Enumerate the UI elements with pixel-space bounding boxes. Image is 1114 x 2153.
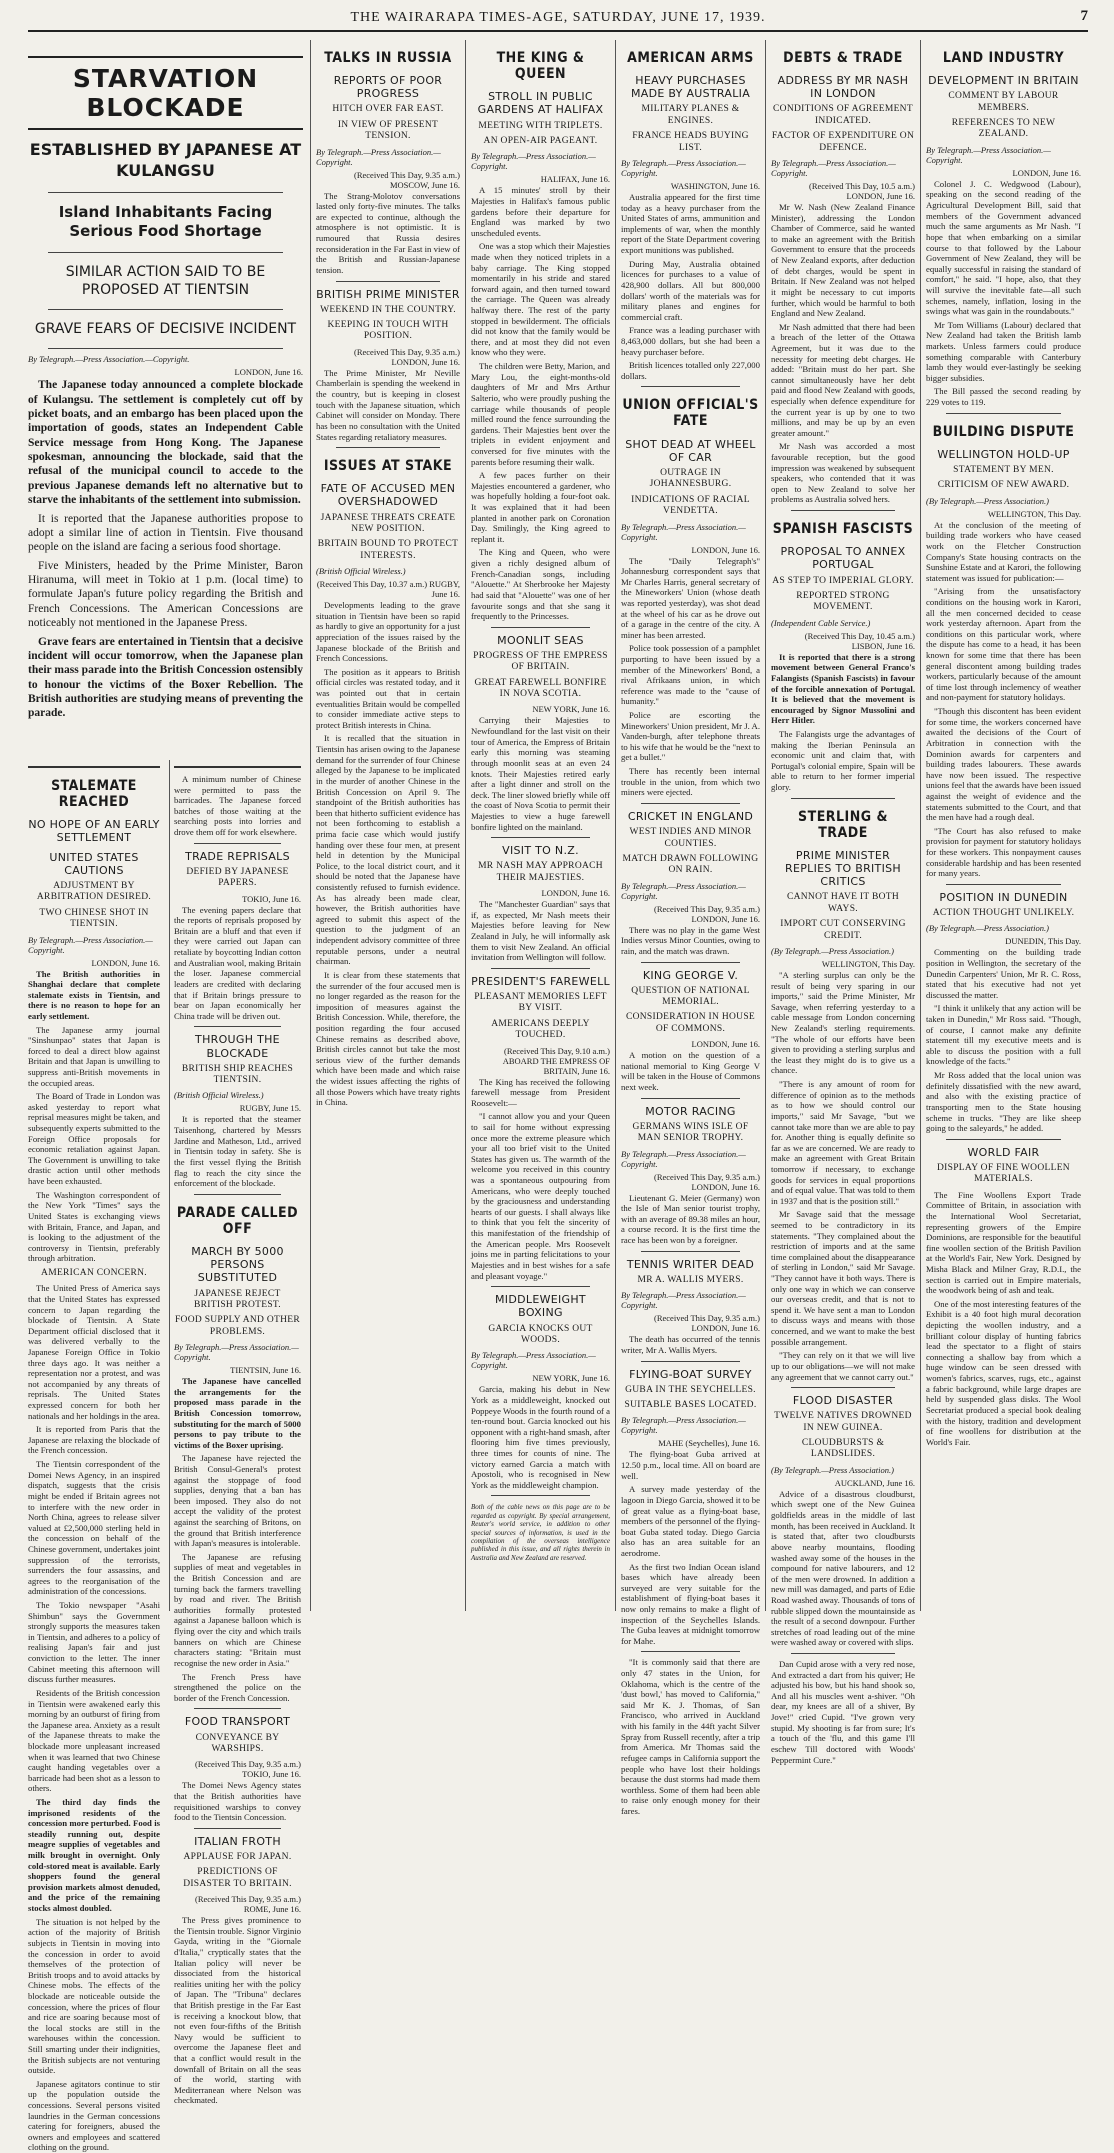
byline: By Telegraph.—Press Association.—Copyright. xyxy=(621,880,746,901)
subheadline: FOOD SUPPLY AND OTHER PROBLEMS. xyxy=(174,1315,301,1337)
byline: By Telegraph.—Press Association.—Copyright. xyxy=(621,1148,746,1169)
subheadline: COMMENT BY LABOUR MEMBERS. xyxy=(948,91,1059,113)
paragraph: Mr Savage said that the message seemed to be contradictory in its statements. "They complained about the restriction of imports and at the same time complained about the disappearance of sterling in London," said Mr Savage. "They cannot have it both ways. There is only one way in which we can conserve our overseas credit, and that is not to spend it. We have sent a man to London to discuss ways and means with those concerned, and we want to make the best possible arrangement. xyxy=(771,1209,915,1347)
paragraph: The Japanese army journal "Sinshunpao" states that Japan is forced to deal a direct blow against Britain and that Japan is unwilling to suppress anti-British movements in the occupied areas. xyxy=(28,1024,160,1088)
byline: By Telegraph.—Press Association.—Copyright. xyxy=(621,158,746,179)
subheadline: HITCH OVER FAR EAST. xyxy=(332,104,444,115)
paragraph: The French Press have strengthened the police on the border of the French Concession. xyxy=(174,1671,301,1703)
subheadline: WEST INDIES AND MINOR COUNTIES. xyxy=(629,827,752,849)
paragraph: The death has occurred of the tennis writer, Mr A. Wallis Myers. xyxy=(621,1334,760,1355)
paragraph: The Fine Woollens Export Trade Committee of Britain, in association with the International Wool Secretariat, representing growers of the Empire Dominions, are responsible for the beautiful fine woollen section of the British Pavilion at the World's Fair, New York. Designed by Misha Black and Milner Gray, R.D.I., the section is carried out in Empire materials, the woodwork being of ash and teak. xyxy=(926,1189,1081,1296)
paragraph: Developments leading to the grave situation in Tientsin have been so rapid as hardly to give an opportunity for a just appreciation of the issues raised by the Japanese blockade of the British and French Concessions. xyxy=(316,600,460,664)
subheadline: PROPOSAL TO ANNEX PORTUGAL xyxy=(780,545,906,572)
dateline: DUNEDIN, This Day. xyxy=(1005,936,1081,947)
byline: (By Telegraph.—Press Association.) xyxy=(771,1464,894,1475)
paragraph: "Though this discontent has been evident for some time, the workers concerned have awaited the decisions of the Court of Arbitration in connection with the Dominion awards for carpenters and building trades labourers. These awards have now been issued. The respective unions feel that the awards have been issued against the weight of evidence and the statements submitted to the Court, and that the men have had a rough deal. xyxy=(926,706,1081,823)
subheadline: CANNOT HAVE IT BOTH WAYS. xyxy=(786,892,900,914)
paragraph: Australia appeared for the first time today as a heavy purchaser from the United States of arms, ammunition and implements of war, when the monthly report of the State Department covering export munitions was published. xyxy=(621,192,760,256)
paragraph: "They can rely on it that we will live up to our obligations—we will not make any agreement that we cannot carry out." xyxy=(771,1350,915,1382)
paragraph: The evening papers declare that the reports of reprisals proposed by Britain are a bluff and that even if they were carried out Japan can retaliate by boycotting Indian cotton and Australian wool, making Britain the loser. Japanese commercial leaders are credited with declaring that if Britain brings pressure to bear on Japan economically her China trade will be driven out. xyxy=(174,904,301,1021)
page-number: 7 xyxy=(1080,8,1088,24)
paragraph: "There is any amount of room for difference of opinion as to the methods as to how we should control our imports," said Mr Savage, "but we cannot take more than we are able to pay for. Another thing is equally definite so far as we are concerned. We are ready to make an agreement with Great Britain tomorrow if necessary, to exchange goods for services in equal proportions and of equal value. That was told to them in 1937 and that is the position still." xyxy=(771,1079,915,1206)
subheadline: JAPANESE THREATS CREATE NEW POSITION. xyxy=(320,512,456,534)
byline: (British Official Wireless.) xyxy=(174,1090,264,1101)
headline: STERLING & TRADE xyxy=(798,808,888,841)
paragraph: One of the most interesting features of the Exhibit is a 40 foot high mural decoration depicting the woollen industry, and a brilliant colour display of hunting fabrics lead the spectator to a flight of stairs connecting a shallow bay from which a huge window can be seen dressed with women's fabrics, scarves, rugs, etc., against a fabric background, while large drapes are held by suspended glass disks. The Wool Secretariat produced a special book dealing with the history, tradition and development of fine woollens for distribution at the World's Fair. xyxy=(926,1298,1081,1447)
paragraph: The Falangists urge the advantages of making the Iberian Peninsula an economic unit and claim that, with Portugal's colonial empire, Spain will be able to return to her former imperial glory. xyxy=(771,729,915,793)
dateline: LONDON, June 16. xyxy=(1012,167,1081,178)
dateline: WELLINGTON, This Day. xyxy=(821,958,915,969)
paragraph: Mr W. Nash (New Zealand Finance Minister), addressing the London Chamber of Commerce, said he wanted to make an agreement with the British Government to ensure that the proceeds of New Zealand exports, after deduction of debt charges, would be spent in Britain. If New Zealand was not helped it might be necessary to cut imports further, which would be harmful to both England and New Zealand. xyxy=(771,202,915,319)
subheadline: GERMANS WINS ISLE OF MAN SENIOR TROPHY. xyxy=(632,1121,749,1144)
subheadline: MR NASH MAY APPROACH THEIR MAJESTIES. xyxy=(478,861,603,883)
headline: STARVATION BLOCKADE xyxy=(28,56,303,130)
subheadline: REPORTED STRONG MOVEMENT. xyxy=(796,590,890,613)
subheadline: NO HOPE OF AN EARLY SETTLEMENT xyxy=(28,818,160,845)
dateline: LONDON, June 16. xyxy=(691,544,760,555)
headline: UNION OFFICIAL'S FATE xyxy=(622,397,759,430)
headline: DEBTS & TRADE xyxy=(783,50,903,66)
byline: By Telegraph.—Press Association.—Copyright. xyxy=(926,144,1051,165)
subheadline: GREAT FAREWELL BONFIRE IN NOVA SCOTIA. xyxy=(474,677,607,700)
paragraph: Colonel J. C. Wedgwood (Labour), speaking on the second reading of the Agricultural Development Bill, said that members of the Government advanced much the same arguments as Mr Nash. "I hope that when embarking on a similar course to that followed by the Labour Government of New Zealand, they will be equally successful in raising the standard of comfort," he said. "I hope, also, that they will survive the inevitable fate—all such schemes, namely, inflation, losing in the swings what was gain in the roundabouts." xyxy=(926,178,1081,317)
paragraph: The children were Betty, Marion, and Mary Lou, the eight-months-old daughters of Mr and Mrs Arthur Salterio, who were proudly pushing the carriage while thousands of people milled round the fence surrounding the gardens. Their Majesties bent over the triplets in evident enjoyment and conversed for five minutes with the parents before resuming their walk. xyxy=(471,361,610,467)
subheadline: DEVELOPMENT IN BRITAIN xyxy=(928,74,1079,88)
paragraph: Japanese agitators continue to stir up the population outside the concessions. Several persons visited laundries in the German concessions catering for foreigners, abused the owners and employees and scattered clothing on the ground. xyxy=(28,2078,160,2153)
copyright-note: Both of the cable news on this page are to be regarded as copyright. By special arrangement, Reuter's world service, in addition to other special sources of information, is used in the compilation of the overseas intelligence published in this issue, and all rights therein in Australia and New Zealand are reserved. xyxy=(471,1503,610,1562)
subheadline: CONDITIONS OF AGREEMENT INDICATED. xyxy=(773,104,913,126)
subheadline: SUITABLE BASES LOCATED. xyxy=(624,1400,757,1411)
column-6 xyxy=(765,40,920,1765)
paragraph: The Prime Minister, Mr Neville Chamberlain is spending the weekend in the country, but is keeping in closest touch with the Japanese situation, which Cabinet will consider on Monday. There has been no consultation with the United States regarding retaliatory measures. xyxy=(316,367,460,442)
dateline: (Received This Day, 9.35 a.m.) LONDON, June 16. xyxy=(654,1171,760,1192)
headline: MOONLIT SEAS xyxy=(497,633,584,647)
subheadline: IMPORT CUT CONSERVING CREDIT. xyxy=(780,919,906,941)
paragraph: The situation is not helped by the action of the majority of British subjects in Tientsin in moving into the concession in order to avoid themselves of the protection of British troops and to avoid attacks by Chinese mobs. The effects of the blockade are noticeable outside the concession, where the prices of flour and rice are soaring because most of the local stocks are still in the warehouses within the concession. Still smarting under their indignities, the British subjects are not venturing outside. xyxy=(28,1916,160,2076)
paragraph: As the first two Indian Ocean island bases which have already been surveyed are very suitable for the establishment of flying-boat bases it now only remains to make a flight of inspection of the Seychelles Islands. The Guba leaves at midnight tomorrow for Mahe. xyxy=(621,1561,760,1646)
paragraph: The Tokio newspaper "Asahi Shimbun" says the Government strongly supports the measures taken in Tientsin, and adheres to a policy of realising Japan's fair and just conviction to the letter. The inner Cabinet meeting this afternoon will discuss further measures. xyxy=(28,1600,160,1685)
byline: By Telegraph.—Press Association.—Copyright. xyxy=(621,521,746,542)
subheadline: OUTRAGE IN JOHANNESBURG. xyxy=(649,467,732,490)
masthead xyxy=(28,8,1088,32)
subheadline: AMERICAN CONCERN. xyxy=(41,1267,147,1278)
headline: ITALIAN FROTH xyxy=(194,1834,281,1848)
byline: By Telegraph.—Press Association.—Copyright. xyxy=(174,1342,299,1363)
paragraph: "The Court has also refused to make provision for payment for statutory holidays for these workers. This nonpayment causes considerable hardship and has been resented for many years. xyxy=(926,825,1081,879)
paragraph: The United Press of America says that the United States has expressed concern to Japan regarding the blockade of Tientsin. A State Department official disclosed that it was delivered verbally to the Japanese Foreign Office in Tokio three days ago. It was neither a representation nor a protest, and was not accompanied by any threats of reprisals. The United States expressed concern for both her nationals and her holdings in the area. xyxy=(28,1283,160,1421)
headline: STALEMATE REACHED xyxy=(51,778,137,811)
headline: THROUGH THE BLOCKADE xyxy=(195,1033,280,1060)
paragraph: The Washington correspondent of the New York "Times" says the United States is exchanging views with Britain, France, and Japan, and is looking to the adjustment of the controversy in Tientsin, preferably through arbitration. xyxy=(28,1189,160,1264)
subheadline: SHOT DEAD AT WHEEL OF CAR xyxy=(625,437,756,464)
paragraph: Garcia, making his debut in New York as a middleweight, knocked out Poppeye Woods in the fourth round of a ten-round bout. Garcia knocked out his opponent with a right-hand smash, after flooring him five times previously, three times for counts of nine. The victory earned Garcia a match with Apostoli, who is recognised in New York as the middleweight champion. xyxy=(471,1384,610,1490)
paragraph: The "Daily Telegraph's" Johannesburg correspondent says that Mr Charles Harris, general secretary of the Mineworkers' Union (whose death was reported yesterday), was shot dead at the wheel of his car as he drove out of a garage in the centre of the city. A miner has been arrested. xyxy=(621,555,760,640)
subheadline: GRAVE FEARS OF DECISIVE INCIDENT xyxy=(34,320,297,337)
paragraph: The Japanese are refusing supplies of meat and vegetables in the British Concession and are turning back the farmers travelling by road and river. The British authorities formally protested against a Japanese balloon which is flying over the city and which trails banners on which are Chinese characters stating: "Britain must recognise the new order in Asia." xyxy=(174,1551,301,1668)
paragraph: A motion on the question of a national memorial to King George V will be taken in the House of Commons next week. xyxy=(621,1050,760,1093)
subheadline: ACTION THOUGHT UNLIKELY. xyxy=(932,908,1075,918)
paragraph: At the conclusion of the meeting of building trade workers who have ceased work on the Fletcher Construction Company's State housing contracts on the Sunshine Estate and at Karori, the following statement was issued for publication:— xyxy=(926,519,1081,583)
subheadline: FACTOR OF EXPENDITURE ON DEFENCE. xyxy=(771,131,915,153)
dateline: (Received This Day, 9.35 a.m.) MOSCOW, June 16. xyxy=(354,169,460,190)
subheadline: CONVEYANCE BY WARSHIPS. xyxy=(195,1732,280,1754)
headline: THE KING & QUEEN xyxy=(496,50,585,83)
subheadline: REPORTS OF POOR PROGRESS xyxy=(333,74,443,101)
paragraph: The British authorities in Shanghai declare that complete stalemate exists in Tientsin, and there is no reason to hope for an early settlement. xyxy=(28,968,160,1021)
paragraph: The Domei News Agency states that the British authorities have requisitioned warships to convey food to the Tientsin Concession. xyxy=(174,1780,301,1823)
dateline: LONDON, June 16. xyxy=(234,367,303,378)
paragraph: Mr Nash admitted that there had been a breach of the letter of the Ottawa Agreement, but it was due to the necessity for meeting debt charges. He added: "Britain must do her part. She cannot simultaneously have her debt paid and flood New Zealand with goods, especially when defence expenditure for the current year is up by one to two millions, and may be up by an even greater amount." xyxy=(771,321,915,438)
dateline: NEW YORK, June 16. xyxy=(532,1373,610,1384)
paragraph: Carrying their Majesties to Newfoundland for the last visit on their tour of America, the Empress of Britain early this morning was steaming through moonlit seas at an even 24 knots. Their Majesties retired early after a light dinner and stroll on the deck. The liner slowed briefly while off the coast of Nova Scotia to permit their Majesties to view a huge farewell bonfire lighted on the mainland. xyxy=(471,715,610,832)
byline: By Telegraph.—Press Association.—Copyright. xyxy=(771,158,896,179)
headline: PRESIDENT'S FAREWELL xyxy=(471,974,610,988)
dateline: (Received This Day, 9.35 a.m.) LONDON, June 16. xyxy=(654,903,760,924)
paragraph: Commenting on the building trade position in Wellington, the secretary of the Dunedin Carpenters' Union, Mr R. C. Ross, stated that his executive had not yet discussed the matter. xyxy=(926,947,1081,1000)
dateline: MAHE (Seychelles), June 16. xyxy=(658,1438,760,1449)
subheadline: JAPANESE REJECT BRITISH PROTEST. xyxy=(194,1288,281,1310)
subheadline: QUESTION OF NATIONAL MEMORIAL. xyxy=(631,985,750,1008)
paragraph: Residents of the British concession in Tientsin were awakened early this morning by an outburst of firing from the Japanese area. Anxiety as a result of the Japanese threats to make the blockade more unpleasant increased when it was learned that two Chinese caught handing vegetables over a barricade had been shot as a lesson to others. xyxy=(28,1687,160,1794)
dateline: AUCKLAND, June 16. xyxy=(834,1477,915,1488)
headline: BRITISH PRIME MINISTER xyxy=(316,287,460,301)
byline: (Independent Cable Service.) xyxy=(771,617,871,628)
dateline: TIENTSIN, June 16. xyxy=(230,1365,301,1376)
subheadline: PLEASANT MEMORIES LEFT BY VISIT. xyxy=(474,991,607,1014)
subheadline: DISPLAY OF FINE WOOLLEN MATERIALS. xyxy=(937,1162,1070,1185)
headline: MOTOR RACING xyxy=(645,1104,736,1118)
subheadline: Island Inhabitants Facing Serious Food Shortage xyxy=(58,202,273,241)
paragraph: It is reported that there is a strong movement between General Franco's Falangists (Spanish Fascists) in favour of the forcible annexation of Portugal. It is believed that the movement is encouraged by Signor Mussolini and Herr Hitler. xyxy=(771,651,915,726)
dateline: LONDON, June 16. xyxy=(91,957,160,968)
subheadline: STATEMENT BY MEN. xyxy=(953,464,1054,475)
paragraph: France was a leading purchaser with 8,463,000 dollars, but she had been a heavy purchaser before. xyxy=(621,325,760,357)
byline: (British Official Wireless.) xyxy=(316,566,406,577)
subheadline: SIMILAR ACTION SAID TO BE PROPOSED AT TIENTSIN xyxy=(65,263,266,298)
byline: (By Telegraph.—Press Association.) xyxy=(771,945,894,956)
headline: VISIT TO N.Z. xyxy=(502,844,579,858)
paragraph: It is recalled that the situation in Tientsin has arisen owing to the Japanese demand for the surrender of four Chinese alleged by the Japanese to be implicated in the murder of another Chinese in the British Concession on April 9. The standpoint of the British authorities has been that hitherto sufficient evidence has not been forthcoming to establish a prima facie case which would justify handing over these four men, at present held in detention by the Municipal Police, to the local district court, and it should be noted that the Japanese have consistently refused to furnish evidence. As has already been made clear, however, the British authorities have agreed to submit this aspect of the question to the judgment of an independent advisory committee of three reputable persons, under a neutral chairman. xyxy=(316,733,460,967)
paragraph: It is reported that the steamer Taisenhong, chartered by Messrs Jardine and Matheson, Ltd., arrived in Tientsin today in safety. She is the first vessel flying the British flag to reach the city since the enforcement of the blockade. xyxy=(174,1114,301,1189)
headline: WORLD FAIR xyxy=(967,1145,1040,1159)
subheadline: PROGRESS OF THE EMPRESS OF BRITAIN. xyxy=(473,650,608,673)
subheadline: REFERENCES TO NEW ZEALAND. xyxy=(951,118,1056,140)
paragraph: "It is commonly said that there are only 47 states in the Union, for Oklahoma, which is the centre of the 'dust bowl,' has moved to California," said Mr K. J. Thomas, of San Francisco, who arrived in Auckland with his family in the 44ft yacht Silver Spray from Russell recently, after a trip from America. Mr Thomas said the refugee camps in California support the people who have lost their holdings because the dust storms had made them worthless. Some of them had been able to raise only enough money for their fares. xyxy=(621,1657,760,1816)
paragraph: A few paces further on their Majesties encountered a gardener, who was hopefully holding a four-foot oak. It was explained that it had been planted in another park on Coronation Day. Smilingly, the King agreed to replant it. xyxy=(471,470,610,544)
subheadline: WEEKEND IN THE COUNTRY. xyxy=(320,304,456,315)
dateline: WELLINGTON, This Day. xyxy=(987,508,1081,519)
headline: TENNIS WRITER DEAD xyxy=(626,1257,755,1271)
subheadline: GUBA IN THE SEYCHELLES. xyxy=(625,1384,756,1395)
subheadline: INDICATIONS OF RACIAL VENDETTA. xyxy=(631,494,750,517)
paragraph: The Press gives prominence to the Tientsin trouble. Signor Virginio Gayda, writing in the "Giornale d'Italia," cryptically states that the Italian policy will never be dissociated from the historical realities uniting her with the policy of Japan. The "Tribuna" declares that British prestige in the Far East is receiving a knockout blow, that not even four-fifths of the British Navy would be sufficient to overcome the Japanese fleet and that a conflict would result in the downfall of Britain on all the seas of the world, starting with Mediterranean where Nelson was checkmated. xyxy=(174,1915,301,2106)
headline: AMERICAN ARMS xyxy=(627,50,754,66)
headline: BUILDING DISPUTE xyxy=(932,423,1075,440)
dateline: (Received This Day, 9.35 a.m.) LONDON, June 16. xyxy=(654,1313,760,1334)
dateline: NEW YORK, June 16. xyxy=(532,704,610,715)
paragraph: The Strang-Molotov conversations lasted only forty-five minutes. The talks are expected to continue, although the atmosphere is not optimistic. It is rumoured that Russia desires reconsideration in the Far East in view of the British and Russian-Japanese tension. xyxy=(316,190,460,275)
paragraph: The Bill passed the second reading by 229 votes to 119. xyxy=(926,386,1081,408)
dateline: (Received This Day, 9.35 a.m.) LONDON, June 16. xyxy=(354,346,460,367)
headline: FOOD TRANSPORT xyxy=(184,1715,291,1729)
paragraph: British licences totalled only 227,000 dollars. xyxy=(621,360,760,381)
paragraph: "I cannot allow you and your Queen to sail for home without expressing once more the extreme pleasure which your all too brief visit to the United States has given us. The warmth of the welcome you received in this country was a spontaneous outpouring from Americans, who were deeply touched by the graciousness and understanding hearts of our guests. I shall always like to think that you felt the sincerity of this manifestation of the friendship of the American people. Mrs Roosevelt joins me in parting felicitations to your Majesties and in best wishes for a safe and pleasant voyage." xyxy=(471,1111,610,1281)
subheadline: MEETING WITH TRIPLETS. xyxy=(478,120,603,131)
subheadline: AMERICANS DEEPLY TOUCHED. xyxy=(491,1018,590,1041)
dateline: WASHINGTON, June 16. xyxy=(670,181,760,192)
byline: By Telegraph.—Press Association.—Copyright. xyxy=(28,354,190,365)
subheadline: WELLINGTON HOLD-UP xyxy=(937,447,1070,461)
byline: By Telegraph.—Press Association.—Copyright. xyxy=(471,1350,596,1371)
paragraph: The Japanese have cancelled the arrangements for the proposed mass parade in the British Concession tomorrow, substituting for the march of 5000 persons to pay tribute to the victims of the Boxer uprising. xyxy=(174,1376,301,1450)
column-1 xyxy=(28,760,164,2153)
subheadline: CRITICISM OF NEW AWARD. xyxy=(937,480,1070,491)
newspaper-title: THE WAIRARAPA TIMES-AGE, SATURDAY, JUNE 17, 1939. xyxy=(350,10,766,25)
paragraph: It is reported that the Japanese authorities propose to adopt a similar line of action in Tientsin. Five thousand people on the island are facing a serious food shortage. xyxy=(28,512,303,554)
byline: (By Telegraph.—Press Association.) xyxy=(926,495,1049,506)
dateline: RUGBY, June 15. xyxy=(239,1103,301,1114)
paragraph: The Board of Trade in London was asked yesterday to report what reprisal measures might be taken, and subsequently experts submitted to the Foreign Office proposals for economic retaliation against Japan. The Government is unwilling to take drastic action until other methods have been exhausted. xyxy=(28,1091,160,1187)
headline: ISSUES AT STAKE xyxy=(323,458,453,475)
paragraph: Dan Cupid arose with a very red nose, And extracted a dart from his quiver; He adjusted his bow, but his hand shook so, And all his muscles went a-shiver. "Oh dear, my knees are all of a shiver, By Jove!" cried Cupid. "I've grown very stupid. My shooting is far from sure; It's a touch of the 'flu, and this game I'll eschew Till doctored with Woods' Peppermint Cure." xyxy=(771,1659,915,1765)
paragraph: A survey made yesterday of the lagoon in Diego Garcia, showed it to be of great value as a flying-boat base, members of the personnel of the flying-boat Guba stated today. Diego Garcia also has an area suitable for an aerodrome. xyxy=(621,1484,760,1558)
paragraph: It is reported from Paris that the Japanese are relaxing the blockade of the French concession. xyxy=(28,1424,160,1456)
paragraph: Lieutenant G. Meier (Germany) won the Isle of Man senior tourist trophy, with an average of 89.38 miles an hour, a course record. It is the first time the race has been won by a foreigner. xyxy=(621,1192,760,1246)
paragraph: The King has received the following farewell message from President Roosevelt:— xyxy=(471,1076,610,1108)
subheadline: ADJUSTMENT BY ARBITRATION DESIRED. xyxy=(36,880,152,903)
subheadline: MATCH DRAWN FOLLOWING ON RAIN. xyxy=(622,853,759,876)
paragraph: A minimum number of Chinese were permitted to pass the barricades. The Japanese forced batches of those waiting at the searching posts into lorries and drove them off for work elsewhere. xyxy=(174,774,301,838)
headline: POSITION IN DUNEDIN xyxy=(939,890,1068,904)
subheadline: CONSIDERATION IN HOUSE OF COMMONS. xyxy=(625,1012,756,1034)
headline: TRADE REPRISALS xyxy=(185,849,290,863)
subheadline: MARCH BY 5000 PERSONS SUBSTITUTED xyxy=(191,1244,284,1285)
column-2 xyxy=(169,760,305,2106)
subheadline: PREDICTIONS OF DISASTER TO BRITAIN. xyxy=(183,1867,292,1889)
subheadline: HEAVY PURCHASES MADE BY AUSTRALIA xyxy=(630,74,751,101)
subheadline: MILITARY PLANES & ENGINES. xyxy=(641,104,740,126)
paragraph: The flying-boat Guba arrived at 12.50 p.m., local time. All on board are well. xyxy=(621,1449,760,1481)
subheadline: FATE OF ACCUSED MEN OVERSHADOWED xyxy=(320,482,456,509)
subheadline: ESTABLISHED BY JAPANESE AT KULANGSU xyxy=(29,140,302,180)
subheadline: UNITED STATES CAUTIONS xyxy=(49,850,139,877)
paragraph: The Japanese today announced a complete blockade of Kulangsu. The settlement is completely cut off by picket boats, and an embargo has been placed upon the importation of goods, states an Independent Cable Service message from Hong Kong. The Japanese spokesman, announcing the blockade, said that the refusal of the municipal council to accede to the previous Japanese demands left no alternative but to starve the inhabitants of the settlement into submission. xyxy=(28,379,303,507)
paragraph: Grave fears are entertained in Tientsin that a decisive incident will occur tomorrow, when the Japanese plan their mass parade into the British Concession ostensibly to honour the victims of the Boxer Rebellion. The British authorities are studying means of preventing the parade. xyxy=(28,635,303,720)
subheadline: STROLL IN PUBLIC GARDENS AT HALIFAX xyxy=(477,90,604,117)
subheadline: DEFIED BY JAPANESE PAPERS. xyxy=(186,866,289,889)
headline: TALKS IN RUSSIA xyxy=(324,50,452,66)
dateline: (Received This Day, 9.35 a.m.) TOKIO, June 16. xyxy=(195,1759,301,1780)
paragraph: "I think it unlikely that any action will be taken in Dunedin," Mr Ross said. "Though, of course, I cannot make any definite statement till my executive meets and is able to discuss the position with a full knowledge of the facts." xyxy=(926,1003,1081,1067)
headline: LAND INDUSTRY xyxy=(942,50,1065,66)
byline: By Telegraph.—Press Association.—Copyright. xyxy=(28,934,153,955)
subheadline: IN VIEW OF PRESENT TENSION. xyxy=(337,119,439,142)
paragraph: The King and Queen, who were given a richly designed album of French-Canadian songs, including "Alouette." At Sherbrooke her Majesty had said that "Alouette" was one of her favourite songs and that she sang it frequently to the Princesses. xyxy=(471,547,610,622)
headline: PARADE CALLED OFF xyxy=(176,1204,299,1237)
column-4 xyxy=(465,40,615,1611)
dateline: LONDON, June 16. xyxy=(691,1039,760,1050)
dateline: (Received This Day, 10.37 a.m.) RUGBY, June 16. xyxy=(316,579,460,600)
subheadline: MR A. WALLIS MYERS. xyxy=(637,1274,744,1285)
paragraph: Mr Ross added that the local union was definitely dissatisfied with the new award, and also with the existing practice of transporting men to the State housing scheme in trucks. "They are like sheep going to the saleyards," he added. xyxy=(926,1070,1081,1134)
paragraph: The "Manchester Guardian" says that if, as expected, Mr Nash meets their Majesties before leaving for New Zealand in July, he will informally ask them to visit New Zealand. An official invitation from Wellington will follow. xyxy=(471,899,610,963)
subheadline: TWO CHINESE SHOT IN TIENTSIN. xyxy=(39,907,149,930)
dateline: HALIFAX, June 16. xyxy=(540,174,610,185)
subheadline: FRANCE HEADS BUYING LIST. xyxy=(632,131,749,153)
headline: CRICKET IN ENGLAND xyxy=(627,809,754,823)
paragraph: Police took possession of a pamphlet purporting to have been issued by a member of the Mineworkers' Bond, a rival Afrikaans union, in which reference was made to the "cause of humanity." xyxy=(621,643,760,707)
headline: MIDDLEWEIGHT BOXING xyxy=(495,1293,586,1320)
paragraph: Advice of a disastrous cloudburst, which swept one of the New Guinea goldfields areas in the middle of last month, has been received in Auckland. It is stated that, after two cloudbursts above nearby mountains, flooding washed away some of the houses in the compound for native labourers, and 12 of the men were drowned. In addition a new mill was damaged, and parts of Edie Road washed away. Thousands of tons of rubble slipped down the mountainside as the result of a second downpour. Further stretches of road leading out of the mine were washed away or covered with slips. xyxy=(771,1488,915,1648)
paragraph: There has recently been internal trouble in the union, from which two miners were ejected. xyxy=(621,766,760,798)
column-3 xyxy=(310,40,465,1611)
paragraph: Mr Nash was accorded a most favourable reception, but the good impression was weakened by subsequent speakers, who contended that it was open to New Zealand to solve her problems as Australia solved hers. xyxy=(771,441,915,505)
dateline: (Received This Day, 10.45 a.m.) LISBON, June 16. xyxy=(804,630,915,651)
subheadline: ADDRESS BY MR NASH IN LONDON xyxy=(777,74,909,101)
subheadline: PRIME MINISTER REPLIES TO BRITISH CRITICS xyxy=(785,848,901,889)
subheadline: AS STEP TO IMPERIAL GLORY. xyxy=(772,575,914,586)
paragraph: One was a stop which their Majesties made when they noticed triplets in a baby carriage. The King stopped momentarily in his stride and stared forward again, and then turned toward the carriage. The Queen was already halfway there. The rest of the party stopped in bewilderment. The officials did not know that the family would be there, and at most they did not even know who they were. xyxy=(471,241,610,358)
paragraph: The third day finds the imprisoned residents of the concession more perturbed. Food is steadily running out, despite meagre supplies of vegetables and milk brought in overnight. Only cold-stored meat is available. Early shoppers found the general provision markets almost denuded, and the price of the remaining stocks almost doubled. xyxy=(28,1796,160,1914)
subheadline: AN OPEN-AIR PAGEANT. xyxy=(483,135,598,146)
paragraph: Five Ministers, headed by the Prime Minister, Baron Hiranuma, will meet in Tokio at 1 p.m. (local time) to formulate Japan's future policy regarding the British and French Concessions. The American Concessions are noticeably not mentioned in the Japanese Press. xyxy=(28,559,303,630)
byline: By Telegraph.—Press Association.—Copyright. xyxy=(621,1415,746,1436)
paragraph: During May, Australia obtained licences for purchases to a value of 428,900 dollars. All but 800,000 dollars' worth of the materials was for military planes and engines for commercial craft. xyxy=(621,258,760,322)
headline: FLOOD DISASTER xyxy=(792,1394,894,1408)
subheadline: BRITAIN BOUND TO PROTECT INTERESTS. xyxy=(317,539,459,561)
subheadline: GARCIA KNOCKS OUT WOODS. xyxy=(488,1323,593,1345)
paragraph: A 15 minutes' stroll by their Majesties in Halifax's famous public gardens before their departure for England was marked by two unscheduled events. xyxy=(471,185,610,238)
headline: SPANISH FASCISTS xyxy=(772,521,914,538)
dateline: TOKIO, June 16. xyxy=(242,893,301,904)
byline: By Telegraph.—Press Association.—Copyright. xyxy=(316,146,441,167)
paragraph: It is clear from these statements that the surrender of the four accused men is no longer regarded as the reason for the imposition of measures against the British Concession. While, therefore, the position regarding the four accused Chinese remains as described above, British circles cannot but take the most serious view of the further demands which have been made and which raise the widest issues affecting the rights of all those Powers which have treaty rights in China. xyxy=(316,969,460,1108)
column-7 xyxy=(920,40,1086,1611)
dateline: (Received This Day, 10.5 a.m.) LONDON, June 16. xyxy=(809,181,915,202)
paragraph: The position as it appears to British official circles was restated today, and it was pointed out that in certain eventualities Britain would be compelled to consider immediate active steps to protect British interests in China. xyxy=(316,666,460,730)
paragraph: The Tientsin correspondent of the Domei News Agency, in an inspired dispatch, suggests that the crisis might be ended if Britain agrees not to interfere with the new order in North China, agrees to release silver valued at £2,500,000 sterling held in the concession on behalf of the Chinese government, undertakes joint suppression of the terrorists, surrenders the four assassins, and agrees to the reorganisation of the administration of the concessions. xyxy=(28,1459,160,1597)
paragraph: Police are escorting the Mineworkers' Union president, Mr J. A. Vanden-burgh, after telephone threats to his wife that he would be the "next to get a bullet." xyxy=(621,710,760,763)
byline: By Telegraph.—Press Association.—Copyright. xyxy=(471,151,596,172)
paragraph: Mr Tom Williams (Labour) declared that New Zealand had taken the British lamb markets. Unless farmers could produce something comparable with Canterbury lamb they would ever-lastingly be seeking bigger subsidies. xyxy=(926,319,1081,383)
paragraph: "A sterling surplus can only be the result of being very sparing in our imports," said the Prime Minister, Mr Savage, when referring yesterday to a cable message from London concerning New Zealand's sterling requirements. "The whole of our efforts have been given to providing a sterling surplus and the least they might do is to give us a chance. xyxy=(771,969,915,1076)
headline: FLYING-BOAT SURVEY xyxy=(629,1367,752,1381)
article-starvation xyxy=(28,40,303,725)
subheadline: TWELVE NATIVES DROWNED IN NEW GUINEA. xyxy=(774,1411,912,1433)
headline: KING GEORGE V. xyxy=(642,968,739,982)
paragraph: There was no play in the game West Indies versus Minor Counties, owing to rain, and the match was drawn. xyxy=(621,924,760,956)
dateline: LONDON, June 16. xyxy=(541,888,610,899)
dateline: (Received This Day, 9.10 a.m.) ABOARD THE EMPRESS OF BRITAIN, June 16. xyxy=(502,1045,610,1076)
subheadline: BRITISH SHIP REACHES TIENTSIN. xyxy=(181,1063,294,1086)
dateline: (Received This Day, 9.35 a.m.) ROME, June 16. xyxy=(195,1894,301,1915)
subheadline: APPLAUSE FOR JAPAN. xyxy=(183,1851,292,1862)
byline: (By Telegraph.—Press Association.) xyxy=(926,923,1049,934)
byline: By Telegraph.—Press Association.—Copyright. xyxy=(621,1290,746,1311)
paragraph: The Japanese have rejected the British Consul-General's protest against the stoppage of food supplies, denying that a ban has been imposed. They also do not accept the validity of the protest against the searching of Britons, on the ground that British interference with Japan's measures is intolerable. xyxy=(174,1453,301,1549)
subheadline: KEEPING IN TOUCH WITH POSITION. xyxy=(327,320,449,342)
paragraph: "Arising from the unsatisfactory conditions on the housing work in Karori, all the men concerned decided to cease work yesterday afternoon. Apart from the conditions on this particular work, where the dispute has come to a head, it has been known for some time that there has been general discontent among building trades workers, particularly because of the amount of time lost through inclemency of weather and non-payment for statutory holidays. xyxy=(926,586,1081,703)
subheadline: CLOUDBURSTS & LANDSLIDES. xyxy=(801,1438,885,1460)
column-5 xyxy=(615,40,765,1816)
